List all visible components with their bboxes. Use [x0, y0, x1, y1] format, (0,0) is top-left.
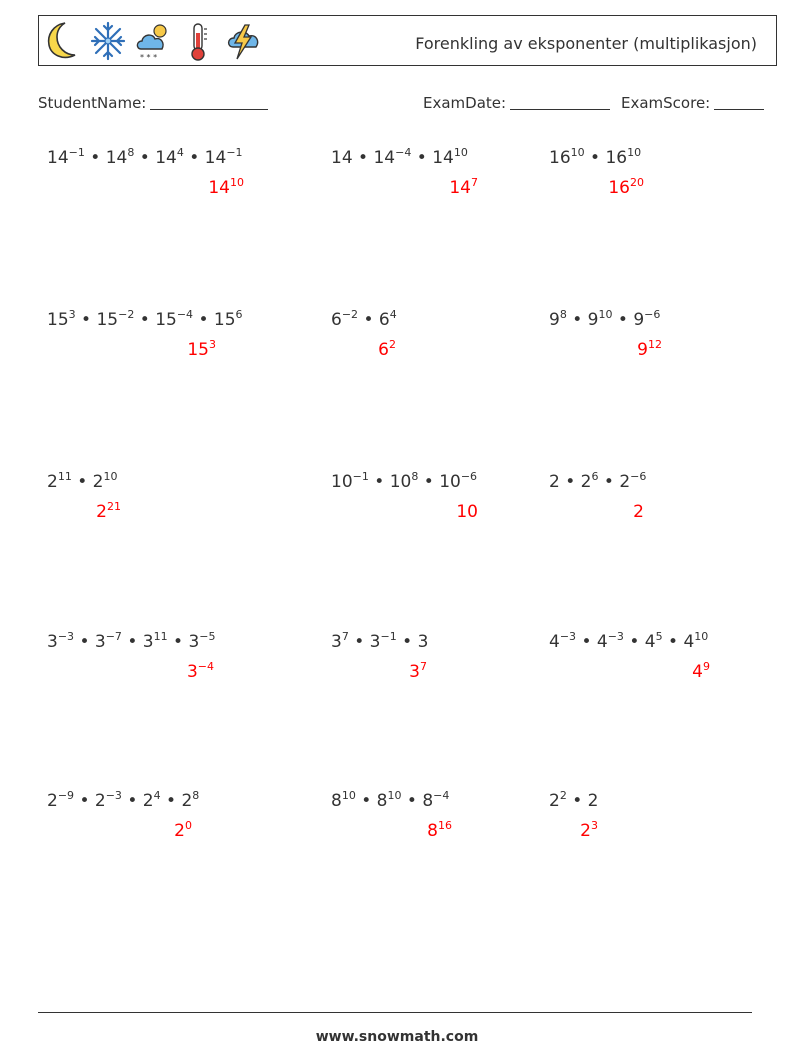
- term-exponent: 10: [453, 146, 468, 159]
- multiply-operator: •: [576, 632, 597, 652]
- term-base: 3: [409, 662, 420, 682]
- multiply-operator: •: [75, 310, 97, 330]
- term-base: 3: [142, 632, 154, 652]
- multiply-operator: •: [418, 472, 440, 492]
- page-title: Forenkling av eksponenter (multiplikasjon): [415, 34, 757, 53]
- term-base: 14: [47, 148, 69, 168]
- term-exponent: 7: [341, 630, 349, 643]
- term-exponent: −3: [105, 789, 122, 802]
- term-base: 10: [389, 472, 412, 492]
- term-exponent: −3: [559, 630, 577, 643]
- problem-answer: [449, 178, 478, 198]
- exam-date-label: ExamDate:: [423, 94, 507, 112]
- multiply-operator: •: [193, 310, 214, 330]
- moon-icon: [43, 19, 83, 63]
- term-exponent: −1: [352, 470, 369, 483]
- term-base: 10: [456, 502, 478, 522]
- problem-answer: [378, 340, 396, 360]
- problem-answer: [187, 340, 216, 360]
- term-exponent: 10: [103, 470, 118, 483]
- term-base: 8: [427, 821, 438, 841]
- multiply-operator: •: [368, 472, 390, 492]
- cloud-snow-icon: [133, 19, 173, 63]
- term-base: 2: [580, 821, 591, 841]
- problem-expression: [549, 632, 708, 652]
- term-base: 14: [208, 178, 230, 198]
- exam-score-field: [621, 94, 764, 112]
- multiply-operator: •: [134, 310, 156, 330]
- term-exponent: −3: [57, 630, 75, 643]
- term-base: 14: [449, 178, 471, 198]
- problem-expression: [47, 148, 243, 168]
- term-base: 2: [96, 502, 107, 522]
- term-exponent: −1: [380, 630, 397, 643]
- multiply-operator: •: [74, 791, 95, 811]
- problem-answer: [633, 502, 644, 522]
- term-base: 2: [94, 791, 106, 811]
- term-exponent: 11: [57, 470, 72, 483]
- problem-expression: [549, 310, 660, 330]
- term-exponent: −4: [395, 146, 412, 159]
- storm-icon: [223, 19, 263, 63]
- term-base: 9: [587, 310, 599, 330]
- exam-score-label: ExamScore:: [621, 94, 711, 112]
- term-base: 6: [331, 310, 342, 330]
- term-base: 2: [549, 791, 560, 811]
- multiply-operator: •: [84, 148, 106, 168]
- term-exponent: 5: [655, 630, 663, 643]
- multiply-operator: •: [134, 148, 156, 168]
- multiply-operator: •: [160, 791, 182, 811]
- term-exponent: 7: [420, 660, 427, 673]
- term-exponent: 2: [559, 789, 567, 802]
- term-exponent: −4: [197, 660, 214, 673]
- term-exponent: 8: [192, 789, 200, 802]
- multiply-operator: •: [584, 148, 606, 168]
- problem-answer: [456, 502, 478, 522]
- term-exponent: 6: [235, 308, 243, 321]
- term-exponent: 3: [68, 308, 76, 321]
- multiply-operator: •: [183, 148, 205, 168]
- problem-answer: [174, 821, 192, 841]
- term-base: 14: [105, 148, 128, 168]
- term-exponent: 10: [598, 308, 613, 321]
- term-exponent: 11: [153, 630, 168, 643]
- footer-url: www.snowmath.com: [315, 1029, 479, 1045]
- exam-date-field: [423, 94, 610, 112]
- problem-answer: [96, 502, 121, 522]
- term-exponent: 10: [694, 630, 709, 643]
- term-exponent: 3: [591, 819, 598, 832]
- term-base: 2: [580, 472, 592, 492]
- term-exponent: 8: [411, 470, 419, 483]
- problem-expression: [549, 472, 646, 492]
- term-exponent: 4: [176, 146, 184, 159]
- term-exponent: −6: [630, 470, 647, 483]
- multiply-operator: •: [348, 632, 370, 652]
- problem-expression: [549, 148, 641, 168]
- term-base: 2: [587, 791, 599, 811]
- problem-answer: [409, 662, 427, 682]
- term-exponent: −3: [607, 630, 624, 643]
- multiply-operator: •: [598, 472, 620, 492]
- term-base: 16: [549, 148, 571, 168]
- term-exponent: −5: [199, 630, 216, 643]
- problem-answer: [187, 662, 214, 682]
- term-exponent: −1: [68, 146, 85, 159]
- term-base: 9: [637, 340, 648, 360]
- multiply-operator: •: [121, 791, 143, 811]
- term-base: 15: [47, 310, 69, 330]
- term-base: 2: [47, 472, 58, 492]
- multiply-operator: •: [121, 632, 143, 652]
- term-exponent: −6: [644, 308, 661, 321]
- problem-expression: [331, 472, 477, 492]
- term-exponent: 8: [127, 146, 135, 159]
- term-base: 3: [47, 632, 58, 652]
- term-base: 2: [181, 791, 193, 811]
- term-base: 2: [174, 821, 185, 841]
- term-exponent: 0: [185, 819, 192, 832]
- term-base: 8: [422, 791, 434, 811]
- header-box: [38, 15, 777, 66]
- term-exponent: 8: [559, 308, 567, 321]
- footer-divider: [38, 1012, 752, 1013]
- term-base: 8: [331, 791, 342, 811]
- term-base: 8: [376, 791, 388, 811]
- term-base: 10: [439, 472, 461, 492]
- multiply-operator: •: [74, 632, 95, 652]
- term-base: 3: [369, 632, 381, 652]
- term-base: 4: [644, 632, 656, 652]
- problem-answer: [427, 821, 452, 841]
- term-base: 2: [142, 791, 154, 811]
- thermometer-icon: [178, 19, 218, 63]
- problem-answer: [580, 821, 598, 841]
- term-base: 15: [96, 310, 119, 330]
- multiply-operator: •: [559, 472, 581, 492]
- term-exponent: 10: [230, 176, 244, 189]
- term-exponent: −4: [433, 789, 450, 802]
- term-base: 3: [186, 662, 198, 682]
- term-base: 9: [549, 310, 560, 330]
- term-base: 16: [605, 148, 628, 168]
- multiply-operator: •: [71, 472, 93, 492]
- term-base: 2: [619, 472, 631, 492]
- student-name-label: StudentName:: [38, 94, 147, 112]
- multiply-operator: •: [566, 310, 588, 330]
- term-base: 4: [683, 632, 695, 652]
- multiply-operator: •: [662, 632, 684, 652]
- problem-expression: [331, 148, 468, 168]
- term-exponent: −2: [118, 308, 135, 321]
- student-name-field: [38, 94, 268, 112]
- term-base: 14: [331, 148, 353, 168]
- term-exponent: −7: [105, 630, 122, 643]
- term-base: 2: [549, 472, 560, 492]
- term-base: 4: [596, 632, 608, 652]
- term-exponent: 10: [570, 146, 585, 159]
- term-base: 4: [549, 632, 560, 652]
- term-base: 6: [378, 340, 389, 360]
- multiply-operator: •: [411, 148, 433, 168]
- term-base: 16: [608, 178, 630, 198]
- weather-icons: [43, 19, 263, 63]
- term-exponent: 21: [107, 500, 121, 513]
- term-exponent: 3: [209, 338, 216, 351]
- multiply-operator: •: [612, 310, 634, 330]
- term-base: 3: [331, 632, 342, 652]
- term-exponent: 7: [471, 176, 478, 189]
- student-name-blank: [150, 95, 268, 110]
- term-exponent: −2: [341, 308, 359, 321]
- term-base: 3: [417, 632, 429, 652]
- multiply-operator: •: [623, 632, 645, 652]
- problem-expression: [331, 632, 428, 652]
- multiply-operator: •: [352, 148, 374, 168]
- term-exponent: 20: [630, 176, 644, 189]
- term-base: 3: [94, 632, 106, 652]
- exam-score-blank: [714, 95, 764, 110]
- term-exponent: 10: [627, 146, 642, 159]
- term-exponent: 4: [153, 789, 161, 802]
- term-exponent: 9: [703, 660, 710, 673]
- term-base: 9: [633, 310, 645, 330]
- problem-expression: [331, 310, 397, 330]
- multiply-operator: •: [396, 632, 418, 652]
- term-exponent: 4: [389, 308, 397, 321]
- term-base: 6: [378, 310, 390, 330]
- term-base: 14: [155, 148, 177, 168]
- multiply-operator: •: [566, 791, 588, 811]
- term-exponent: 10: [387, 789, 402, 802]
- problem-answer: [608, 178, 644, 198]
- term-exponent: 16: [438, 819, 452, 832]
- term-base: 15: [155, 310, 177, 330]
- problem-expression: [47, 791, 199, 811]
- multiply-operator: •: [167, 632, 189, 652]
- term-exponent: 6: [591, 470, 599, 483]
- term-exponent: −4: [176, 308, 194, 321]
- term-exponent: −1: [226, 146, 243, 159]
- multiply-operator: •: [355, 791, 377, 811]
- term-base: 14: [204, 148, 227, 168]
- term-base: 2: [92, 472, 104, 492]
- term-base: 2: [47, 791, 58, 811]
- snowflake-icon: [88, 19, 128, 63]
- term-exponent: 10: [341, 789, 356, 802]
- problem-expression: [47, 472, 118, 492]
- term-exponent: −9: [57, 789, 75, 802]
- term-exponent: 12: [648, 338, 662, 351]
- problem-expression: [47, 632, 216, 652]
- svg-text:* * *: * * *: [140, 53, 158, 62]
- term-base: 10: [331, 472, 353, 492]
- term-base: 14: [432, 148, 454, 168]
- problem-expression: [331, 791, 449, 811]
- problem-expression: [47, 310, 243, 330]
- term-base: 15: [187, 340, 209, 360]
- term-base: 14: [373, 148, 396, 168]
- term-base: 3: [188, 632, 200, 652]
- problem-answer: [692, 662, 710, 682]
- exam-date-blank: [510, 95, 610, 110]
- term-exponent: −6: [460, 470, 478, 483]
- multiply-operator: •: [401, 791, 423, 811]
- multiply-operator: •: [358, 310, 379, 330]
- term-base: 2: [633, 502, 644, 522]
- term-exponent: 2: [389, 338, 396, 351]
- problem-answer: [637, 340, 662, 360]
- term-base: 4: [692, 662, 703, 682]
- problem-answer: [208, 178, 244, 198]
- term-base: 15: [213, 310, 236, 330]
- problem-expression: [549, 791, 599, 811]
